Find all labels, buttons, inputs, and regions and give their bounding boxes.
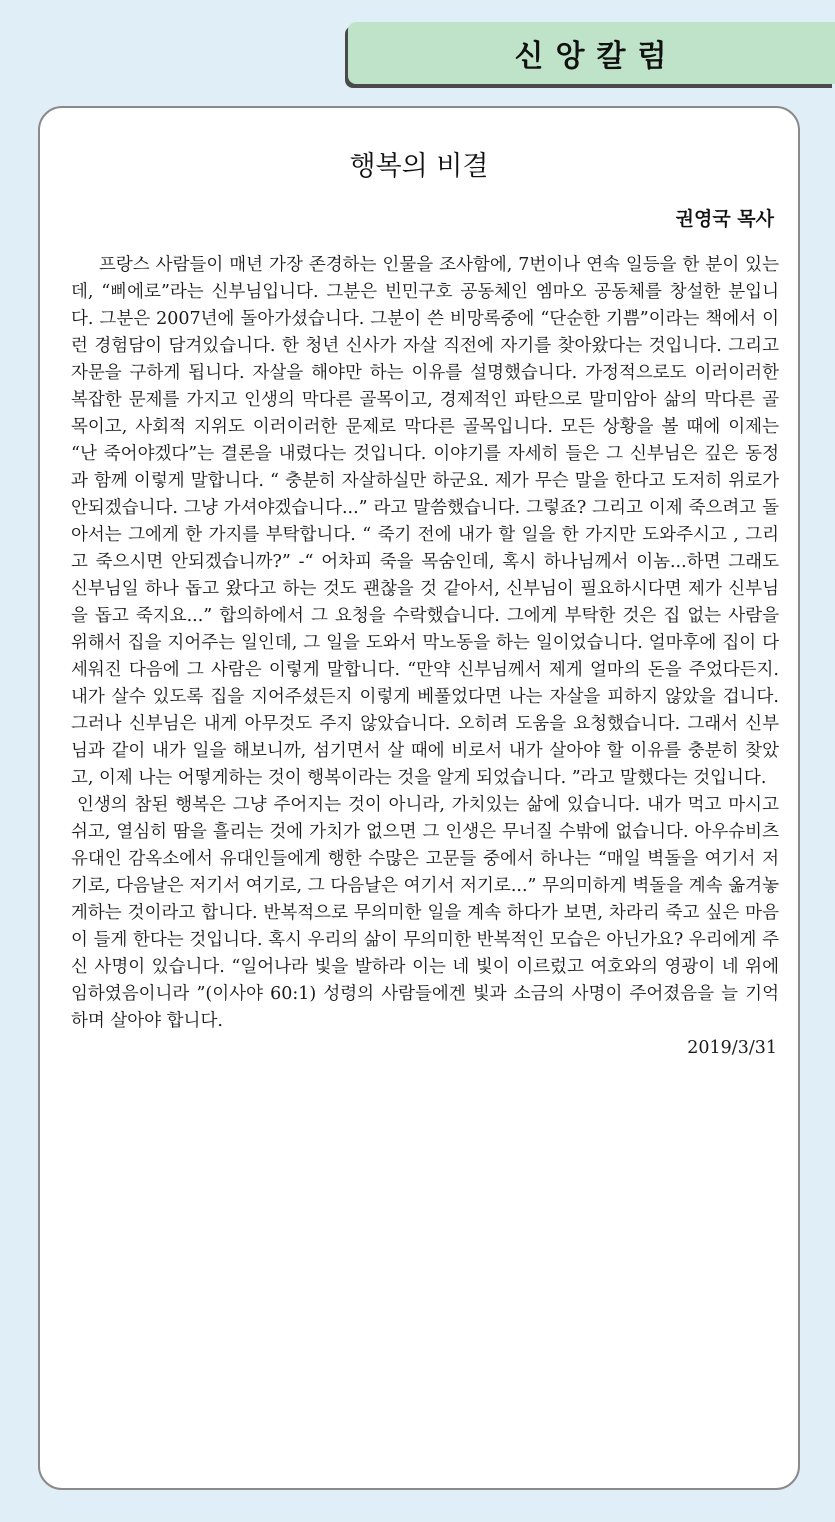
column-header-tab bbox=[348, 22, 835, 84]
article-body bbox=[71, 252, 779, 1062]
article-paragraph: 프랑스 사람들이 매년 가장 존경하는 인물을 조사함에, 7번이나 연속 일등을 한 분이 있는데, “삐에로”라는 신부님입니다. 그분은 빈민구호 공동체인 엠마오 공동체를 창설한 분입니다. 그분은 2007년에 돌아가셨습니다. 그분이 쓴 비망록중에 “단순한 기쁨”이라는 책에서 이런 경험담이 담겨있습니다. 한 청년 신사가 자살 직전에 자기를 찾아왔다는 것입니다. 그리고 자문을 구하게 됩니다. 자살을 해야만 하는 이유를 설명했습니다. 가정적으로도 이러이러한 복잡한 문제를 가지고 인생의 막다른 골목이고, 경제적인 파탄으로 말미암아 삶의 막다른 골목이고, 사회적 지위도 이러이러한 문제로 막다른 골목입니다. 모든 상황을 볼 때에 이제는 “난 죽어야겠다”는 결론을 내렸다는 것입니다. 이야기를 자세히 들은 그 신부님은 깊은 동정과 함께 이렇게 말합니다. “ 충분히 자살하실만 하군요. 제가 무슨 말을 한다고 도저히 위로가 안되겠습니다. 그냥 가셔야겠습니다...” 라고 말씀했습니다. 그렇죠? 그리고 이제 죽으려고 돌아서는 그에게 한 가지를 부탁합니다. “ 죽기 전에 내가 할 일을 한 가지만 도와주시고 , 그리고 죽으시면 안되겠습니까?” -“ 어차피 죽을 목숨인데, 혹시 하나님께서 이놈...하면 그래도 신부님일 하나 돕고 왔다고 하는 것도 괜찮을 것 같아서, 신부님이 필요하시다면 제가 신부님을 돕고 죽지요...” 합의하에서 그 요청을 수락했습니다. 그에게 부탁한 것은 집 없는 사람을 위해서 집을 지어주는 일인데, 그 일을 도와서 막노동을 하는 일이었습니다. 얼마후에 집이 다 세워진 다음에 그 사람은 이렇게 말합니다. “만약 신부님께서 제게 얼마의 돈을 주었다든지. 내가 살수 있도록 집을 지어주셨든지 이렇게 베풀었다면 나는 자살을 피하지 않았을 겁니다. 그러나 신부님은 내게 아무것도 주지 않았습니다. 오히려 도움을 요청했습니다. 그래서 신부님과 같이 내가 일을 해보니까, 섬기면서 살 때에 비로서 내가 살아야 할 이유를 충분히 찾았고, 이제 나는 어떻게하는 것이 행복이라는 것을 알게 되었습니다. ”라고 말했다는 것입니다. bbox=[71, 255, 779, 788]
article-title: 행복의 비결 bbox=[349, 151, 489, 182]
article-paragraph: 인생의 참된 행복은 그냥 주어지는 것이 아니라, 가치있는 삶에 있습니다. 내가 먹고 마시고 쉬고, 열심히 땀을 흘리는 것에 가치가 없으면 그 인생은 무너질 수밖에 없습니다. 아우슈비츠 유대인 감옥소에서 유대인들에게 행한 수많은 고문들 중에서 하나는 “매일 벽돌을 여기서 저기로, 다음날은 저기서 여기로, 그 다음날은 여기서 저기로...” 무의미하게 벽돌을 계속 옮겨놓게하는 것이라고 합니다. 반복적으로 무의미한 일을 계속 하다가 보면, 차라리 죽고 싶은 마음이 들게 한다는 것입니다. 혹시 우리의 삶이 무의미한 반복적인 모습은 아닌가요? 우리에게 주신 사명이 있습니다. “일어나라 빛을 발하라 이는 네 빛이 이르렀고 여호와의 영광이 네 위에 임하였음이니라 ”(이사야 60:1) 성령의 사람들에겐 빛과 소금의 사명이 주어졌음을 늘 기억하며 살아야 합니다. bbox=[71, 795, 779, 1031]
article-card bbox=[38, 106, 800, 1490]
article-author: 권영국 목사 bbox=[675, 208, 774, 230]
article-date: 2019/3/31 bbox=[687, 1038, 777, 1058]
column-header-title: 신앙칼럼 bbox=[514, 39, 679, 74]
